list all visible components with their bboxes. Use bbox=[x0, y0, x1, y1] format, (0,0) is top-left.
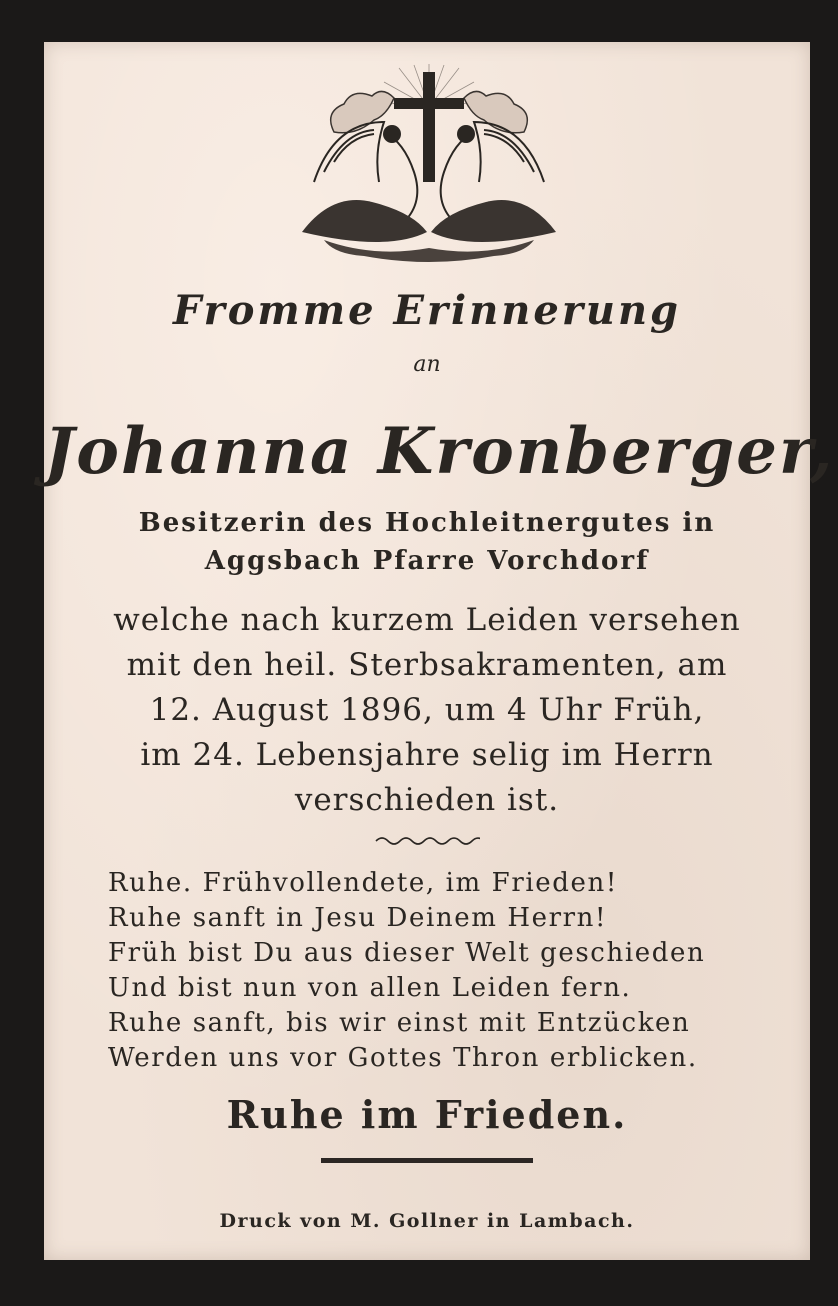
deceased-name: Johanna Kronberger, bbox=[44, 414, 835, 489]
subtitle-line-2: Aggsbach Pfarre Vorchdorf bbox=[204, 546, 650, 576]
body-line: verschieden ist. bbox=[294, 782, 560, 818]
body-line: mit den heil. Sterbsakramenten, am bbox=[126, 647, 728, 683]
printer-credit: Druck von M. Gollner in Lambach. bbox=[219, 1210, 635, 1232]
verse-line: Früh bist Du aus dieser Welt geschieden bbox=[108, 938, 706, 968]
body-line: welche nach kurzem Leiden versehen bbox=[113, 602, 741, 638]
verse-line: Und bist nun von allen Leiden fern. bbox=[108, 973, 632, 1003]
card-title: Fromme Erinnerung bbox=[172, 287, 682, 334]
verse-line: Ruhe. Frühvollendete, im Frieden! bbox=[108, 868, 618, 898]
swirl-ornament-icon bbox=[374, 834, 480, 848]
subtitle-line-1: Besitzerin des Hochleitnergutes in bbox=[138, 508, 716, 538]
verse-line: Ruhe sanft in Jesu Deinem Herrn! bbox=[108, 903, 608, 933]
verse-line: Werden uns vor Gottes Thron erblicken. bbox=[108, 1043, 698, 1073]
memorial-card-paper bbox=[44, 42, 835, 1260]
divider-rule bbox=[321, 1158, 533, 1163]
closing-phrase: Ruhe im Frieden. bbox=[226, 1092, 628, 1137]
body-line: im 24. Lebensjahre selig im Herrn bbox=[140, 737, 714, 773]
verse-line: Ruhe sanft, bis wir einst mit Entzücken bbox=[108, 1008, 691, 1038]
body-line: 12. August 1896, um 4 Uhr Früh, bbox=[149, 692, 705, 728]
cross-with-angels-icon bbox=[294, 62, 564, 262]
card-preposition: an bbox=[413, 352, 441, 377]
